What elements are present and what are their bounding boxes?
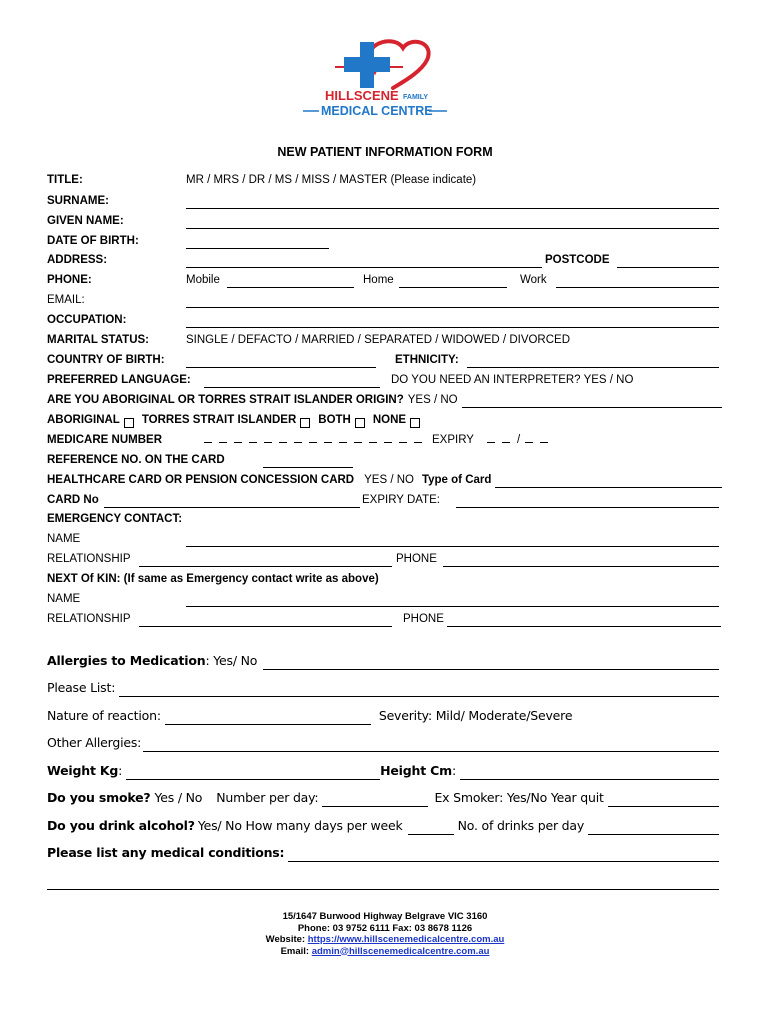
footer-email-label: Email: (280, 945, 310, 957)
phone-label: PHONE: (47, 274, 92, 286)
torres-checkbox[interactable] (300, 418, 310, 428)
emergency-name-row (47, 531, 722, 547)
medicare-expiry-field[interactable]: / (487, 432, 555, 448)
next-of-kin-row (47, 571, 722, 587)
medicare-number-field[interactable] (204, 432, 429, 448)
next-of-kin-label: NEXT Of KIN: (If same as Emergency contact write as above) (47, 573, 379, 585)
emergency-label: EMERGENCY CONTACT: (47, 513, 183, 525)
allergies-label: Allergies to Medication (47, 653, 206, 668)
given-name-row (47, 213, 722, 229)
postcode-field[interactable] (617, 256, 719, 268)
weight-label: Weight Kg (47, 763, 119, 778)
home-label: Home (363, 274, 394, 286)
aboriginal-yes-no[interactable]: YES / NO (407, 394, 458, 406)
kin-relationship-field[interactable] (139, 615, 392, 627)
weight-height-row: Weight Kg : Height Cm : (47, 762, 719, 780)
weight-field[interactable] (126, 766, 380, 780)
mobile-label: Mobile (186, 274, 220, 286)
emergency-relationship-label: RELATIONSHIP (47, 553, 131, 565)
aboriginal-question-row (47, 392, 722, 408)
days-per-week-field[interactable] (408, 821, 454, 835)
address-row (47, 252, 722, 268)
number-per-day-label: Number per day: (216, 790, 319, 805)
email-row (47, 292, 722, 308)
card-no-field[interactable] (104, 496, 360, 508)
logo-line2: MEDICAL CENTRE (321, 104, 433, 118)
kin-name-label: NAME (47, 593, 81, 605)
alcohol-row (47, 817, 719, 835)
year-quit-field[interactable] (608, 793, 719, 807)
kin-phone-label: PHONE (403, 613, 444, 625)
footer (0, 911, 770, 957)
surname-row (47, 193, 722, 209)
emergency-name-label: NAME (47, 533, 81, 545)
work-field[interactable] (556, 276, 719, 288)
footer-email-link[interactable]: admin@hillscenemedicalcentre.com.au (311, 945, 490, 957)
marital-options[interactable]: SINGLE / DEFACTO / MARRIED / SEPARATED / WIDOWED / DIVORCED (186, 334, 571, 346)
language-label: PREFERRED LANGUAGE: (47, 374, 191, 386)
card-expiry-label: EXPIRY DATE: (362, 494, 440, 506)
allergies-field[interactable] (263, 656, 719, 670)
occupation-field[interactable] (186, 316, 719, 328)
emergency-phone-field[interactable] (443, 555, 719, 567)
number-per-day-field[interactable] (322, 793, 428, 807)
conditions-row (47, 844, 719, 862)
title-label: TITLE: (47, 174, 83, 186)
nature-label: Nature of reaction: (47, 708, 161, 723)
other-allergies-row (47, 734, 719, 752)
title-row (47, 172, 722, 188)
ex-smoker-label[interactable]: Ex Smoker: Yes/No Year quit (434, 790, 604, 805)
aboriginal-question: ARE YOU ABORIGINAL OR TORRES STRAIT ISLANDER ORIGIN? (47, 394, 404, 406)
alcohol-label: Do you drink alcohol? (47, 818, 195, 833)
card-no-row (47, 492, 722, 508)
smoke-yes-no[interactable]: Yes / No (154, 790, 203, 805)
type-of-card-field[interactable] (495, 476, 722, 488)
emergency-phone-label: PHONE (396, 553, 437, 565)
footer-address: 15/1647 Burwood Highway Belgrave VIC 3160 (282, 911, 488, 922)
both-checkbox[interactable] (355, 418, 365, 428)
country-field[interactable] (186, 356, 376, 368)
medicare-label: MEDICARE NUMBER (47, 434, 162, 446)
smoke-label: Do you smoke? (47, 790, 151, 805)
nature-field[interactable] (165, 711, 371, 725)
country-label: COUNTRY OF BIRTH: (47, 354, 165, 366)
occupation-row (47, 312, 722, 328)
medical-cross-icon (344, 42, 390, 88)
concession-yes-no[interactable]: YES / NO (364, 474, 414, 486)
kin-phone-field[interactable] (447, 615, 721, 627)
kin-relationship-label: RELATIONSHIP (47, 613, 131, 625)
opt-none-label: NONE (372, 414, 407, 426)
none-checkbox[interactable] (410, 418, 420, 428)
marital-row (47, 332, 722, 348)
marital-label: MARITAL STATUS: (47, 334, 149, 346)
home-field[interactable] (399, 276, 507, 288)
phone-row (47, 272, 722, 288)
ethnicity-label: ETHNICITY: (395, 354, 459, 366)
please-list-field[interactable] (119, 683, 719, 697)
kin-name-row (47, 591, 722, 607)
email-field[interactable] (186, 296, 719, 308)
smoke-row (47, 789, 719, 807)
mobile-field[interactable] (227, 276, 354, 288)
dob-field[interactable] (186, 237, 329, 249)
drinks-per-day-field[interactable] (588, 821, 719, 835)
footer-website-link[interactable]: https://www.hillscenemedicalcentre.com.au (307, 934, 505, 945)
medicare-row (47, 432, 722, 448)
please-list-row (47, 679, 719, 697)
alcohol-yes-no[interactable]: Yes/ No How many days per week (197, 818, 403, 833)
footer-website-label: Website: (265, 934, 306, 945)
drinks-per-day-label: No. of drinks per day (457, 818, 585, 833)
form-title: NEW PATIENT INFORMATION FORM (277, 145, 493, 159)
height-field[interactable] (460, 766, 719, 780)
work-label: Work (520, 274, 547, 286)
language-row (47, 372, 722, 388)
concession-label: HEALTHCARE CARD OR PENSION CONCESSION CARD (47, 474, 355, 486)
allergies-row: Allergies to Medication : Yes/ No (47, 652, 719, 670)
language-field[interactable] (204, 376, 380, 388)
given-name-label: GIVEN NAME: (47, 215, 124, 227)
title-options[interactable]: MR / MRS / DR / MS / MISS / MASTER (Please indicate) (186, 174, 477, 186)
emergency-relationship-field[interactable] (139, 555, 392, 567)
aboriginal-checkbox[interactable] (124, 418, 134, 428)
reference-label: REFERENCE NO. ON THE CARD (47, 454, 225, 466)
aboriginal-options-row (47, 412, 722, 428)
type-of-card-label: Type of Card (421, 474, 492, 486)
emergency-row (47, 511, 722, 527)
ethnicity-field[interactable] (467, 356, 719, 368)
please-list-label: Please List: (47, 680, 116, 695)
opt-both-label: BOTH (318, 414, 351, 426)
card-no-label: CARD No (47, 494, 99, 506)
clinic-logo (285, 30, 465, 120)
country-row (47, 352, 722, 368)
address-label: ADDRESS: (47, 254, 108, 266)
address-field[interactable] (186, 256, 542, 268)
card-expiry-field[interactable] (456, 496, 719, 508)
severity-label[interactable]: Severity: Mild/ Moderate/Severe (378, 708, 573, 723)
occupation-label: OCCUPATION: (47, 314, 127, 326)
interpreter-question[interactable]: DO YOU NEED AN INTERPRETER? YES / NO (391, 374, 634, 386)
other-allergies-label: Other Allergies: (47, 735, 142, 750)
given-name-field[interactable] (186, 217, 719, 229)
medicare-expiry-label: EXPIRY (432, 434, 474, 446)
conditions-extra-field[interactable] (47, 876, 719, 890)
dob-row (47, 233, 722, 249)
emergency-relationship-row (47, 551, 722, 567)
logo-line1: HILLSCENE (325, 88, 399, 103)
postcode-label: POSTCODE (545, 254, 610, 266)
reference-field[interactable] (263, 456, 353, 468)
conditions-field[interactable] (288, 848, 719, 862)
dob-label: DATE OF BIRTH: (47, 235, 139, 247)
aboriginal-field[interactable] (462, 396, 722, 408)
kin-relationship-row (47, 611, 722, 627)
emergency-name-field[interactable] (186, 535, 719, 547)
other-allergies-field[interactable] (143, 738, 719, 752)
logo-line1-small: FAMILY (403, 94, 429, 101)
concession-row (47, 472, 722, 488)
nature-row (47, 707, 719, 725)
footer-phone: Phone: 03 9752 6111 Fax: 03 8678 1126 (297, 922, 473, 934)
reference-row (47, 452, 722, 468)
opt-aboriginal-label: ABORIGINAL (47, 414, 120, 426)
kin-name-field[interactable] (186, 595, 719, 607)
surname-field[interactable] (186, 197, 719, 209)
conditions-label: Please list any medical conditions: (47, 845, 285, 860)
opt-torres-label: TORRES STRAIT ISLANDER (141, 414, 297, 426)
surname-label: SURNAME: (47, 195, 109, 207)
height-label: Height Cm (380, 763, 452, 778)
email-label: EMAIL: (47, 294, 85, 306)
allergies-yes-no[interactable]: Yes/ No (213, 653, 258, 668)
conditions-extra-row (47, 872, 719, 890)
